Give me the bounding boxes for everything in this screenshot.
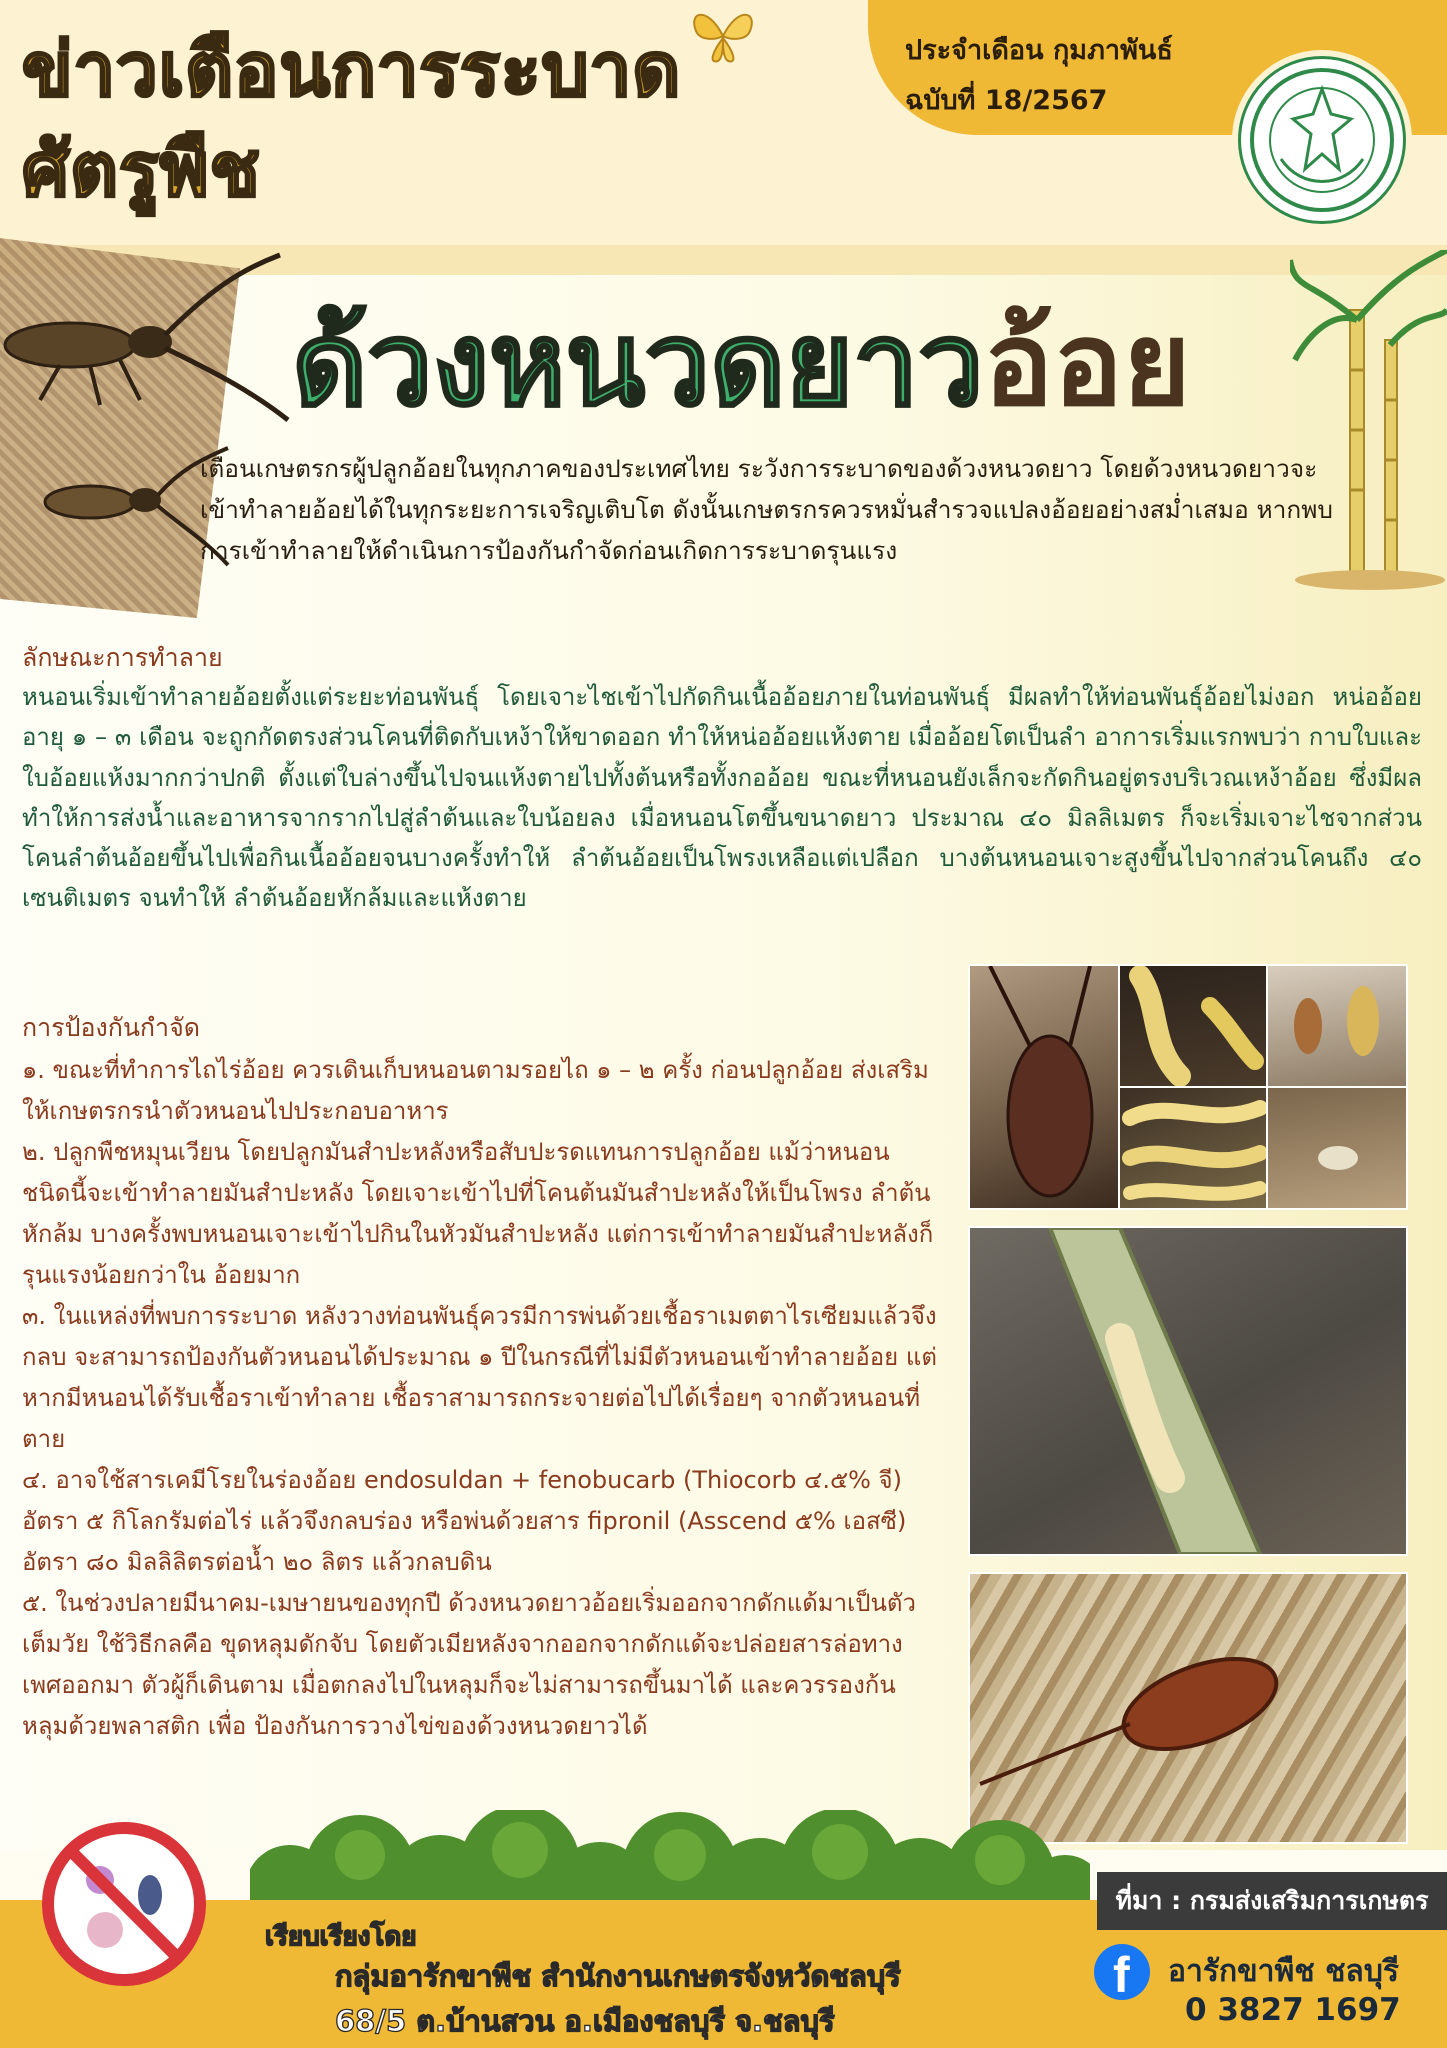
larvae-cluster-photo [1118,1086,1268,1210]
main-title [292,295,1292,435]
damage-paragraph: หนอนเริ่มเข้าทำลายอ้อยตั้งแต่ระยะท่อนพันธุ์ โดยเจาะไชเข้าไปกัดกินเนื้ออ้อยภายในท่อนพันธุ์ มีผลทำให้ท่อนพันธุ์อ้อยไม่งอก หน่ออ้อยอายุ ๑ – ๓ เดือน จะถูกกัดตรงส่วนโคนที่ติดกับเหง้าให้ขาดออก ทำให้หน่ออ้อยแห้งตาย เมื่ออ้อยโตเป็นลำ อาการเริ่มแรกพบว่า กาบใบและใบอ้อยแห้งมากกว่าปกติ ตั้งแต่ใบล่างขึ้นไปจนแห้งตายไปทั้งต้นหรือทั้งกออ้อย ขณะที่หนอนยังเล็กจะกัดกินอยู่ตรงบริเวณเหง้าอ้อย ซึ่งมีผลทำให้การส่งน้ำและอาหารจากรากไปสู่ลำต้นและใบน้อยลง เมื่อหนอนโตขึ้นขนาดยาว ประมาณ ๔๐ มิลลิเมตร ก็จะเริ่มเจาะไชจากส่วนโคนลำต้นอ้อยขึ้นไปเพื่อกินเนื้ออ้อยจนบางครั้งทำให้ ลำต้นอ้อยเป็นโพรงเหลือแต่เปลือก บางต้นหนอนเจาะสูงขึ้นไปจากส่วนโคนถึง ๔๐ เซนติเมตร จนทำให้ ลำต้นอ้อยหักล้มและแห้งตาย [22,683,1422,913]
facebook-page-name[interactable]: อารักขาพืช ชลบุรี [1168,1954,1399,1989]
prevention-heading: การป้องกันกำจัด [22,1013,200,1042]
adult-beetle-photo [968,964,1120,1210]
prevention-list [22,1050,937,1747]
issue-month: ประจำเดือน กุมภาพันธ์ [905,35,1173,66]
prevention-item: ๔. อาจใช้สารเคมีโรยในร่องอ้อย endosuldan + fenobucarb (Thiocorb ๔.๕% จี) อัตรา ๕ กิโลกรัมต่อไร่ แล้วจึงกลบร่อง หรือพ่นด้วยสาร fipronil (Asscend ๕% เอสซี) อัตรา ๘๐ มิลลิลิตรต่อน้ำ ๒๐ ลิตร แล้วกลบดิน [22,1466,907,1576]
larva-in-cane-photo [968,1226,1408,1556]
damage-heading: ลักษณะการทำลาย [22,643,223,672]
main-title-part1: ด้วงหนวดยาว [292,297,984,432]
prevention-item: ๕. ในช่วงปลายมีนาคม-เมษายนของทุกปี ด้วงหนวดยาวอ้อยเริ่มออกจากดักแด้มาเป็นตัว เต็มวัย ใช้วิธีกลคือ ขุดหลุมดักจับ โดยตัวเมียหลังจากออกจากดักแด้จะปล่อยสารล่อทางเพศออกมา ตัวผู้ก็เดินตาม เมื่อตกลงไปในหลุมก็จะไม่สามารถขึ้นมาได้ และควรรองก้นหลุมด้วยพลาสติก เพื่อ ป้องกันการวางไข่ของด้วงหนวดยาวได้ [22,1589,916,1740]
beetle-image [0,250,290,430]
newsletter-title-line1: ข่าวเตือนการระบาด [22,27,682,113]
intro-paragraph: เตือนเกษตรกรผู้ปลูกอ้อยในทุกภาคของประเทศไทย ระวังการระบาดของด้วงหนวดยาว โดยด้วงหนวดยาวจะเข้าทำลายอ้อยได้ในทุกระยะการเจริญเติบโต ดังนั้นเกษตรกรควรหมั่นสำรวจแปลงอ้อยอย่างสม่ำเสมอ หากพบการเข้าทำลายให้ดำเนินการป้องกันกำจัดก่อนเกิดการระบาดรุนแรง [200,454,1333,565]
compiled-by-label: เรียบเรียงโดย [265,1922,417,1952]
issue-number: ฉบับที่ 18/2567 [905,85,1108,116]
main-title-part2: อ้อย [983,297,1191,432]
beetle-in-straw-photo [968,1572,1408,1844]
organization-address: 68/5 ต.บ้านสวน อ.เมืองชลบุรี จ.ชลบุรี [335,2004,835,2038]
butterfly-icon [688,6,758,68]
prevention-item: ๓. ในแหล่งที่พบการระบาด หลังวางท่อนพันธุ์ควรมีการพ่นด้วยเชื้อราเมตตาไรเซียมแล้วจึงกลบ จะสามารถป้องกันตัวหนอนได้ประมาณ ๑ ปีในกรณีที่ไม่มีตัวหนอนเข้าทำลายอ้อย แต่หากมีหนอนได้รับเชื้อราเข้าทำลาย เชื้อราสามารถกระจายต่อไปได้เรื่อยๆ จากตัวหนอนที่ตาย [22,1302,937,1453]
department-seal-icon [1238,56,1406,224]
newsletter-title-line2: ศัตรูพืช [22,127,261,213]
prevention-item: ๑. ขณะที่ทำการไถไร่อ้อย ควรเดินเก็บหนอนตามรอยไถ ๑ – ๒ ครั้ง ก่อนปลูกอ้อย ส่งเสริม ให้เกษตรกรนำตัวหนอนไปประกอบอาหาร [22,1056,929,1125]
source-credit: ที่มา : กรมส่งเสริมการเกษตร [1097,1872,1447,1930]
facebook-icon[interactable]: f [1094,1944,1150,2000]
larvae-photo [1118,964,1268,1088]
no-pest-icon [40,1820,208,1988]
phone-number: 0 3827 1697 [1185,1992,1401,2028]
prevention-item: ๒. ปลูกพืชหมุนเวียน โดยปลูกมันสำปะหลังหรือสับปะรดแทนการปลูกอ้อย แม้ว่าหนอน ชนิดนี้จะเข้าทำลายมันสำปะหลัง โดยเจาะเข้าไปที่โคนต้นมันสำปะหลังให้เป็นโพรง ลำต้นหักล้ม บางครั้งพบหนอนเจาะเข้าไปกินในหัวมันสำปะหลัง แต่การเข้าทำลายมันสำปะหลังก็รุนแรงน้อยกว่าใน อ้อยมาก [22,1138,934,1289]
soil-larva-photo [1266,1086,1408,1210]
organization-name: กลุ่มอารักขาพืช สำนักงานเกษตรจังหวัดชลบุรี [335,1959,901,1993]
pupae-photo [1266,964,1408,1088]
